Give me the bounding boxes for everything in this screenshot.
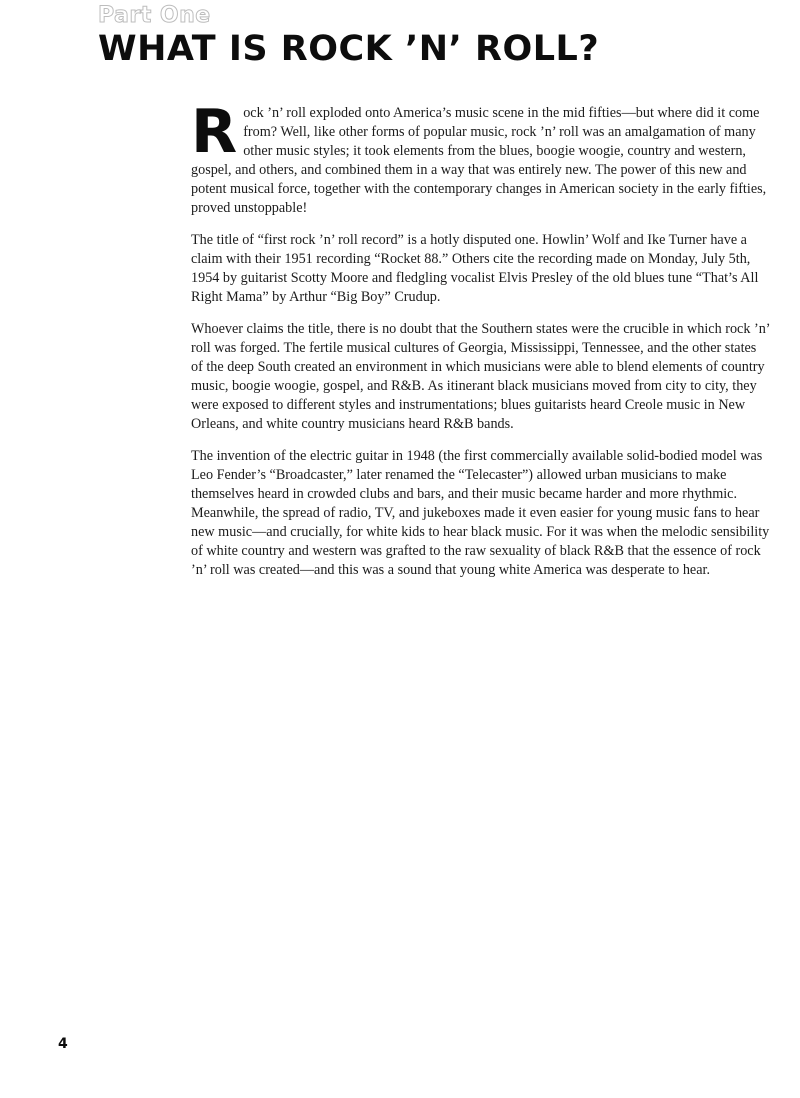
paragraph-4: The invention of the electric guitar in 1948 (the first commercially available solid-bodied model was Leo Fender’s “Broadcaster,” later renamed the “Telecaster”) allowed urban musicians to make themselves heard in crowded clubs and bars, and their music became harder and more rhythmic. Meanwhile, the spread of radio, TV, and jukeboxes made it even easier for young music fans to hear new music—and crucially, for white kids to hear black music. For it was when the melodic sensibility of white country and western was grafted to the raw sexuality of black R&B that the essence of rock ’n’ roll was created—and this was a sound that young white America was desperate to hear. xyxy=(191,448,770,578)
drop-cap: R xyxy=(191,97,238,167)
chapter-title: WHAT IS ROCK ’N’ ROLL? xyxy=(98,29,600,69)
paragraph-1 xyxy=(191,97,771,218)
part-label: Part One xyxy=(98,3,211,28)
article-body xyxy=(191,97,771,593)
paragraph-1-text: ock ’n’ roll exploded onto America’s music scene in the mid fifties—but where did it come from? Well, like other forms of popular music, rock ’n’ roll was an amalgamation of many other music styles; it took elements from the blues, boogie woogie, country and western, gospel, and others, and combined them in a way that was entirely new. The power of this new and potent musical force, together with the contemporary changes in American society in the early fifties, proved unstoppable! xyxy=(191,105,767,216)
paragraph-2: The title of “first rock ’n’ roll record” is a hotly disputed one. Howlin’ Wolf and Ike Turner have a claim with their 1951 recording “Rocket 88.” Others cite the recording made on Monday, July 5th, 1954 by guitarist Scotty Moore and fledgling vocalist Elvis Presley of the old blues tune “That’s All Right Mama” by Arthur “Big Boy” Crudup. xyxy=(191,232,759,305)
page-number: 4 xyxy=(58,1036,68,1052)
paragraph-3: Whoever claims the title, there is no doubt that the Southern states were the crucible in which rock ’n’ roll was forged. The fertile musical cultures of Georgia, Mississippi, Tennessee, and the other states of the deep South created an environment in which musicians were able to blend elements of country music, boogie woogie, gospel, and R&B. As itinerant black musicians moved from city to city, they were exposed to different styles and instrumentations; blues guitarists heard Creole music in New Orleans, and white country musicians heard R&B bands. xyxy=(191,321,770,432)
